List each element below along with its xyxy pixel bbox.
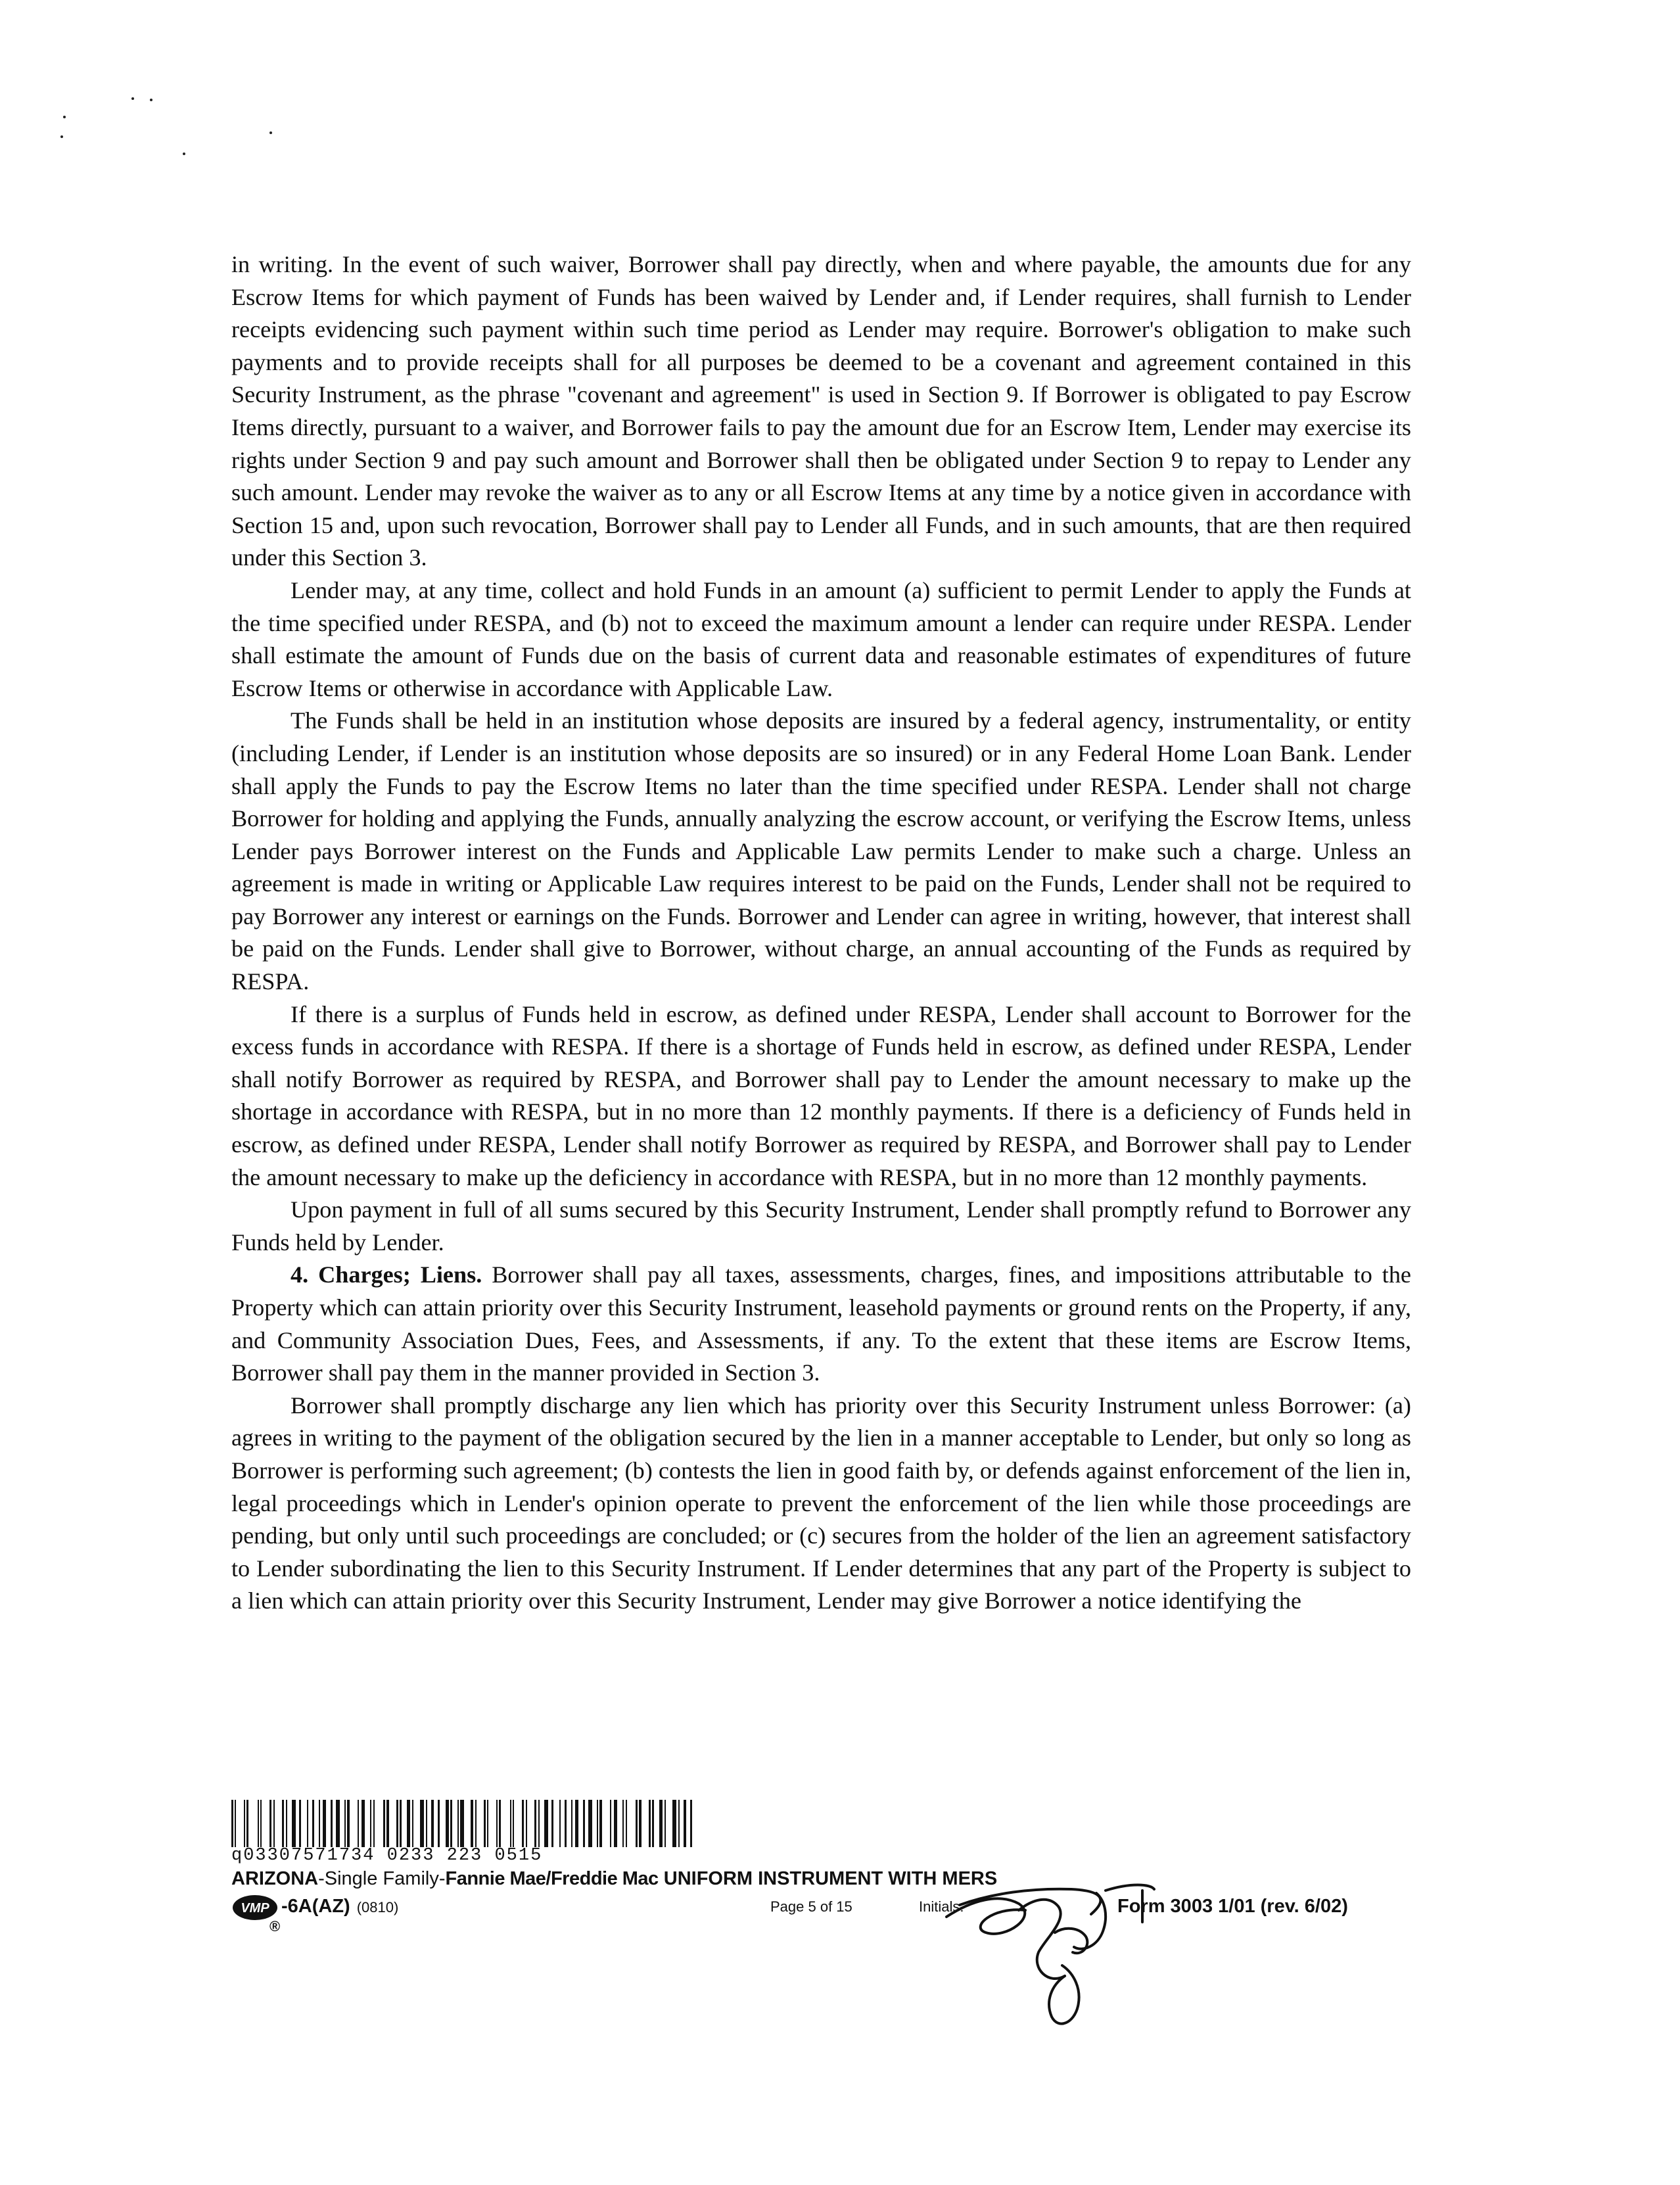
paragraph-text: The Funds shall be held in an institution whose deposits are insured by a federal agency, instrumentality, or entity (including Lender, if Lender is an institution whose deposits are so insured) or in any Federal Home Loan Bank. Lender shall apply the Funds to pay the Escrow Items no later than the time specified under RESPA. Lender shall not charge Borrower for holding and applying the Funds, annually analyzing the escrow account, or verifying the Escrow Items, unless Lender pays Borrower interest on the Funds and Applicable Law permits Lender to make such a charge. Unless an agreement is made in writing or Applicable Law requires interest to be paid on the Funds, Lender shall not be required to pay Borrower any interest or earnings on the Funds. Borrower and Lender can agree in writing, however, that interest shall be paid on the Funds. Lender shall give to Borrower, without charge, an annual accounting of the Funds as required by RESPA. [231, 707, 1411, 995]
initials-label: Initials: [919, 1898, 964, 1915]
paragraph [231, 999, 1411, 1194]
form-title-agency: Fannie Mae/Freddie Mac [445, 1868, 659, 1889]
svg-text:VMP: VMP [241, 1901, 269, 1915]
paragraph-text: Borrower shall promptly discharge any lien which has priority over this Security Instrument unless Borrower: (a) agrees in writing to the payment of the obligation secured by the lien in a manner acceptable to Lender, but only so long as Borrower is performing such agreement; (b) contests the lien in good faith by, or defends against enforcement of the lien in, legal proceedings which in Lender's opinion operate to prevent the enforcement of the lien while those proceedings are pending, but only until such proceedings are concluded; or (c) secures from the holder of the lien an agreement satisfactory to Lender subordinating the lien to this Security Instrument. If Lender determines that any part of the Property is subject to a lien which can attain priority over this Security Instrument, Lender may give Borrower a notice identifying the [231, 1392, 1411, 1614]
barcode [231, 1800, 694, 1847]
registered-mark: ® [269, 1918, 281, 1935]
paragraph-text: Borrower shall pay all taxes, assessments, charges, fines, and impositions attributable to the Property which can attain priority over this Security Instrument, leasehold payments or ground rents on the Property, if any, and Community Association Dues, Fees, and Assessments, if any. To the extent that these items are Escrow Items, Borrower shall pay them in the manner provided in Section 3. [231, 1261, 1411, 1386]
paragraph-text: in writing. In the event of such waiver, Borrower shall pay directly, when and where payable, the amounts due for any Escrow Items for which payment of Funds has been waived by Lender and, if Lender requires, shall furnish to Lender receipts evidencing such payment within such time period as Lender may require. Borrower's obligation to make such payments and to provide receipts shall for all purposes be deemed to be a covenant and agreement contained in this Security Instrument, as the phrase "covenant and agreement" is used in Section 9. If Borrower is obligated to pay Escrow Items directly, pursuant to a waiver, and Borrower fails to pay the amount due for an Escrow Item, Lender may exercise its rights under Section 9 and pay such amount and Borrower shall then be obligated under Section 9 to repay to Lender any such amount. Lender may revoke the waiver as to any or all Escrow Items at any time by a notice given in accordance with Section 15 and, upon such revocation, Borrower shall pay to Lender all Funds, and in such amounts, that are then required under this Section 3. [231, 251, 1411, 571]
paragraph [231, 248, 1411, 575]
form-title-rest: UNIFORM INSTRUMENT WITH MERS [658, 1868, 998, 1889]
paragraph-text: If there is a surplus of Funds held in escrow, as defined under RESPA, Lender shall account to Borrower for the excess funds in accordance with RESPA. If there is a shortage of Funds held in escrow, as defined under RESPA, Lender shall notify Borrower as required by RESPA, and Borrower shall pay to Lender the amount necessary to make up the shortage in accordance with RESPA, but in no more than 12 monthly payments. If there is a deficiency of Funds held in escrow, as defined under RESPA, Lender shall notify Borrower as required by RESPA, and Borrower shall pay to Lender the amount necessary to make up the deficiency in accordance with RESPA, but in no more than 12 monthly payments. [231, 1000, 1411, 1190]
initials-signature [933, 1854, 1157, 2031]
barcode-number: q03307571734 0233 223 0515 [231, 1846, 543, 1866]
form-title-state: ARIZONA [231, 1868, 319, 1889]
section-heading: 4. Charges; Liens. [291, 1261, 482, 1288]
paragraph [231, 1390, 1411, 1618]
form-code-number: -6A(AZ) [281, 1896, 350, 1917]
paragraph-text: Upon payment in full of all sums secured by this Security Instrument, Lender shall promptly refund to Borrower any Funds held by Lender. [231, 1196, 1411, 1256]
paragraph [231, 1194, 1411, 1259]
form-number: Form 3003 1/01 (rev. 6/02) [1117, 1896, 1348, 1917]
form-title [231, 1868, 997, 1890]
document-body [231, 248, 1411, 1618]
paragraph [231, 705, 1411, 998]
paragraph [231, 575, 1411, 705]
form-code-version: (0810) [356, 1899, 399, 1915]
page-number: Page 5 of 15 [770, 1898, 852, 1915]
paragraph [231, 1259, 1411, 1389]
paragraph-text: Lender may, at any time, collect and hold Funds in an amount (a) sufficient to permit Lender to apply the Funds at the time specified under RESPA, and (b) not to exceed the maximum amount a lender can require under RESPA. Lender shall estimate the amount of Funds due on the basis of current data and reasonable estimates of expenditures of future Escrow Items or otherwise in accordance with Applicable Law. [231, 576, 1411, 701]
form-code [281, 1896, 398, 1917]
form-title-type: -Single Family- [318, 1868, 446, 1889]
